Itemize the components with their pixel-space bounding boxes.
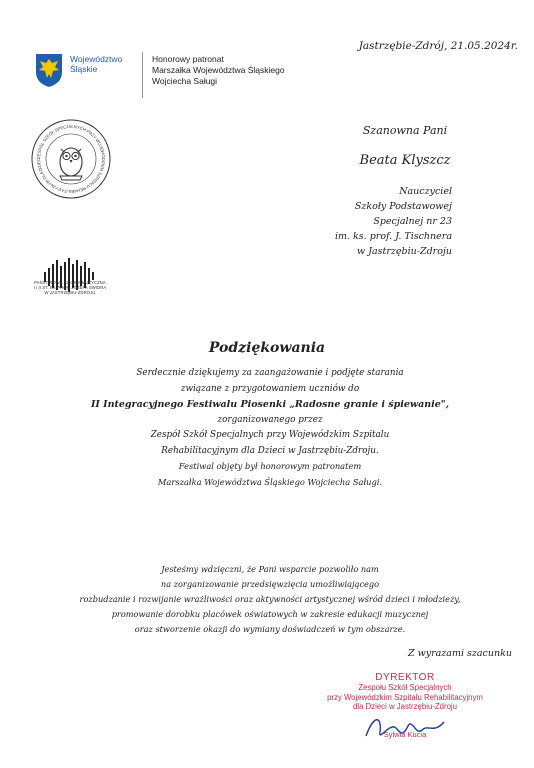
signature-icon xyxy=(360,708,450,748)
recipient-role: Nauczyciel Szkoły Podstawowej Specjalnej nr 23 im. ks. prof. J. Tischnera w Jastrzębiu-Zdroju xyxy=(334,186,452,257)
closing-phrase: Z wyrazami szacunku xyxy=(407,648,512,659)
voivodeship-logo xyxy=(34,50,144,94)
music-school-name: PAŃSTWOWA SZKOŁA MUZYCZNA I i II ST. IM. PROF. JÓZEFA ŚWIDRA W JASTRZĘBIU-ZDROJU xyxy=(33,280,107,296)
signer-name: Sylwia Kucia xyxy=(383,730,427,739)
letter-title: Podziękowania xyxy=(208,340,326,356)
recipient-name: Beata Klyszcz xyxy=(359,153,451,168)
salutation: Szanowna Pani xyxy=(362,124,448,137)
director-stamp: DYREKTOR Zespołu Szkół Specjalnych przy Wojewódzkim Szpitalu Rehabilitacyjnym dla Dzieci w Jastrzębiu-Zdroju xyxy=(327,672,483,711)
music-school-logo-icon xyxy=(30,236,110,316)
school-seal-text: ZESPÓŁ SZKÓŁ SPECJALNYCH PRZY WOJEWÓDZKIM SZPITALU REHABILITACYJNYM DLA DZIEC xyxy=(35,123,107,195)
school-seal-icon xyxy=(30,118,112,200)
svg-text:ZESPÓŁ SZKÓŁ SPECJALNYCH PRZY xyxy=(30,118,106,194)
header-divider xyxy=(142,52,143,98)
letter-body: Serdecznie dziękujemy za zaangażowanie i podjęte starania związane z przygotowaniem uczniów do II Integracyjnego Festiwalu Piosenki „Radosne granie i śpiewanie", zorganizowanego przez Zespół Szkół Specjalnych przy Wojewódzkim Szpitalu Rehabilitacyjnym dla Dzieci w Jastrzębiu-Zdroju. Festiwal objęty był honorowym patronatem Marszałka Województwa Śląskiego Wojciecha Saługi. xyxy=(60,366,480,490)
letter-date: Jastrzębie-Zdrój, 21.05.2024r. xyxy=(358,40,518,52)
letter-paragraph-2: Jesteśmy wdzięczni, że Pani wsparcie pozwoliło nam na zorganizowanie przedsięwzięcia umożliwiającego rozbudzanie i rozwijanie wrażliwości oraz aktywności artystycznej wśród dzieci i młodzieży, promowanie dorobku placówek oświatowych w zakresie edukacji muzycznej oraz stworzenie okazji do wymiany doświadczeń w tym obszarze. xyxy=(79,564,461,634)
voivodeship-name: Województwo Śląskie xyxy=(70,54,123,74)
eagle-shield-icon xyxy=(34,52,64,88)
recipient-block xyxy=(300,120,510,259)
festival-name: II Integracyjnego Festiwalu Piosenki „Radosne granie i śpiewanie", xyxy=(90,399,450,410)
honorary-patronage: Honorowy patronat Marszałka Województwa Śląskiego Wojciecha Saługi xyxy=(152,54,285,86)
